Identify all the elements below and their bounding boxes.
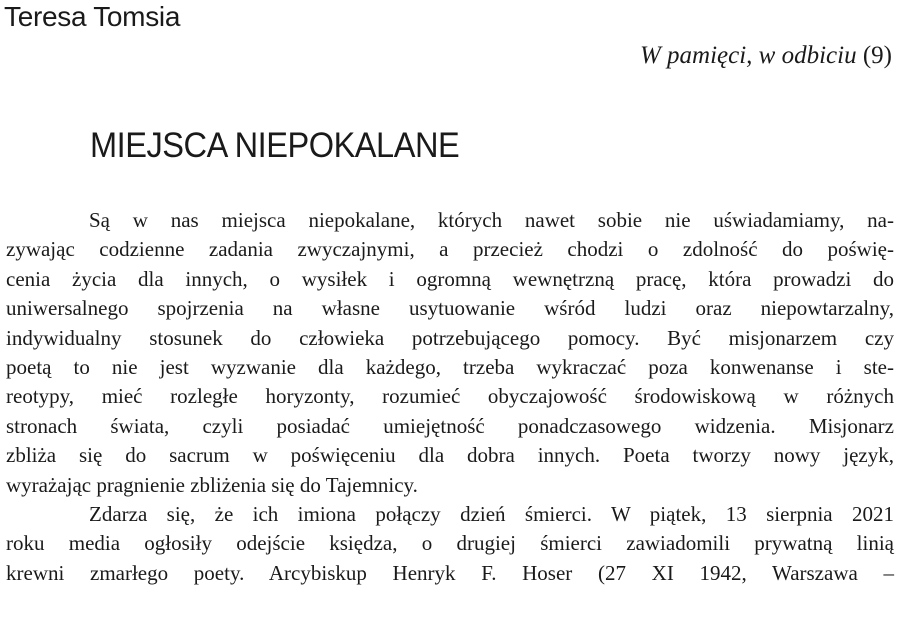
body-line: zywając codzienne zadania zwyczajnymi, a przecież chodzi o zdolność do poświę- [6,237,894,262]
body-line: roku media ogłosiły odejście księdza, o drugiej śmierci zawiadomili prywatną linią [6,531,894,556]
body-line: uniwersalnego spojrzenia na własne usytuowanie wśród ludzi oraz niepowtarzalny, [6,296,894,321]
series-title: W pamięci, w odbiciu [639,42,857,69]
body-line: krewni zmarłego poety. Arcybiskup Henryk F. Hoser (27 XI 1942, Warszawa – [6,560,894,585]
body-line: stronach świata, czyli posiadać umiejętność ponadczasowego widzenia. Misjonarz [6,413,894,438]
body-line: Są w nas miejsca niepokalane, których nawet sobie nie uświadamiamy, na- [89,208,894,232]
body-line: Zdarza się, że ich imiona połączy dzień śmierci. W piątek, 13 sierpnia 2021 [89,501,894,526]
author-name: Teresa Tomsia [4,1,181,32]
body-line: poetą to nie jest wyzwanie dla każdego, trzeba wykraczać poza konwenanse i ste- [6,354,894,379]
series-heading [640,40,892,72]
body-line: wyrażając pragnienie zbliżenia się do Tajemnicy. [6,472,418,497]
body-line: reotypy, mieć rozległe horyzonty, rozumieć obyczajowość środowiskową w różnych [6,384,894,409]
body-line: zbliża się do sacrum w poświęceniu dla dobra innych. Poeta tworzy nowy język, [6,443,894,468]
article-body [6,206,894,588]
body-line: cenia życia dla innych, o wysiłek i ogromną wewnętrzną pracę, która prowadzi do [6,266,894,291]
body-line: indywidualny stosunek do człowieka potrzebującego pomocy. Być misjonarzem czy [6,325,894,350]
series-number: (9) [862,42,892,69]
article-title: MIEJSCA NIEPOKALANE [90,126,460,165]
